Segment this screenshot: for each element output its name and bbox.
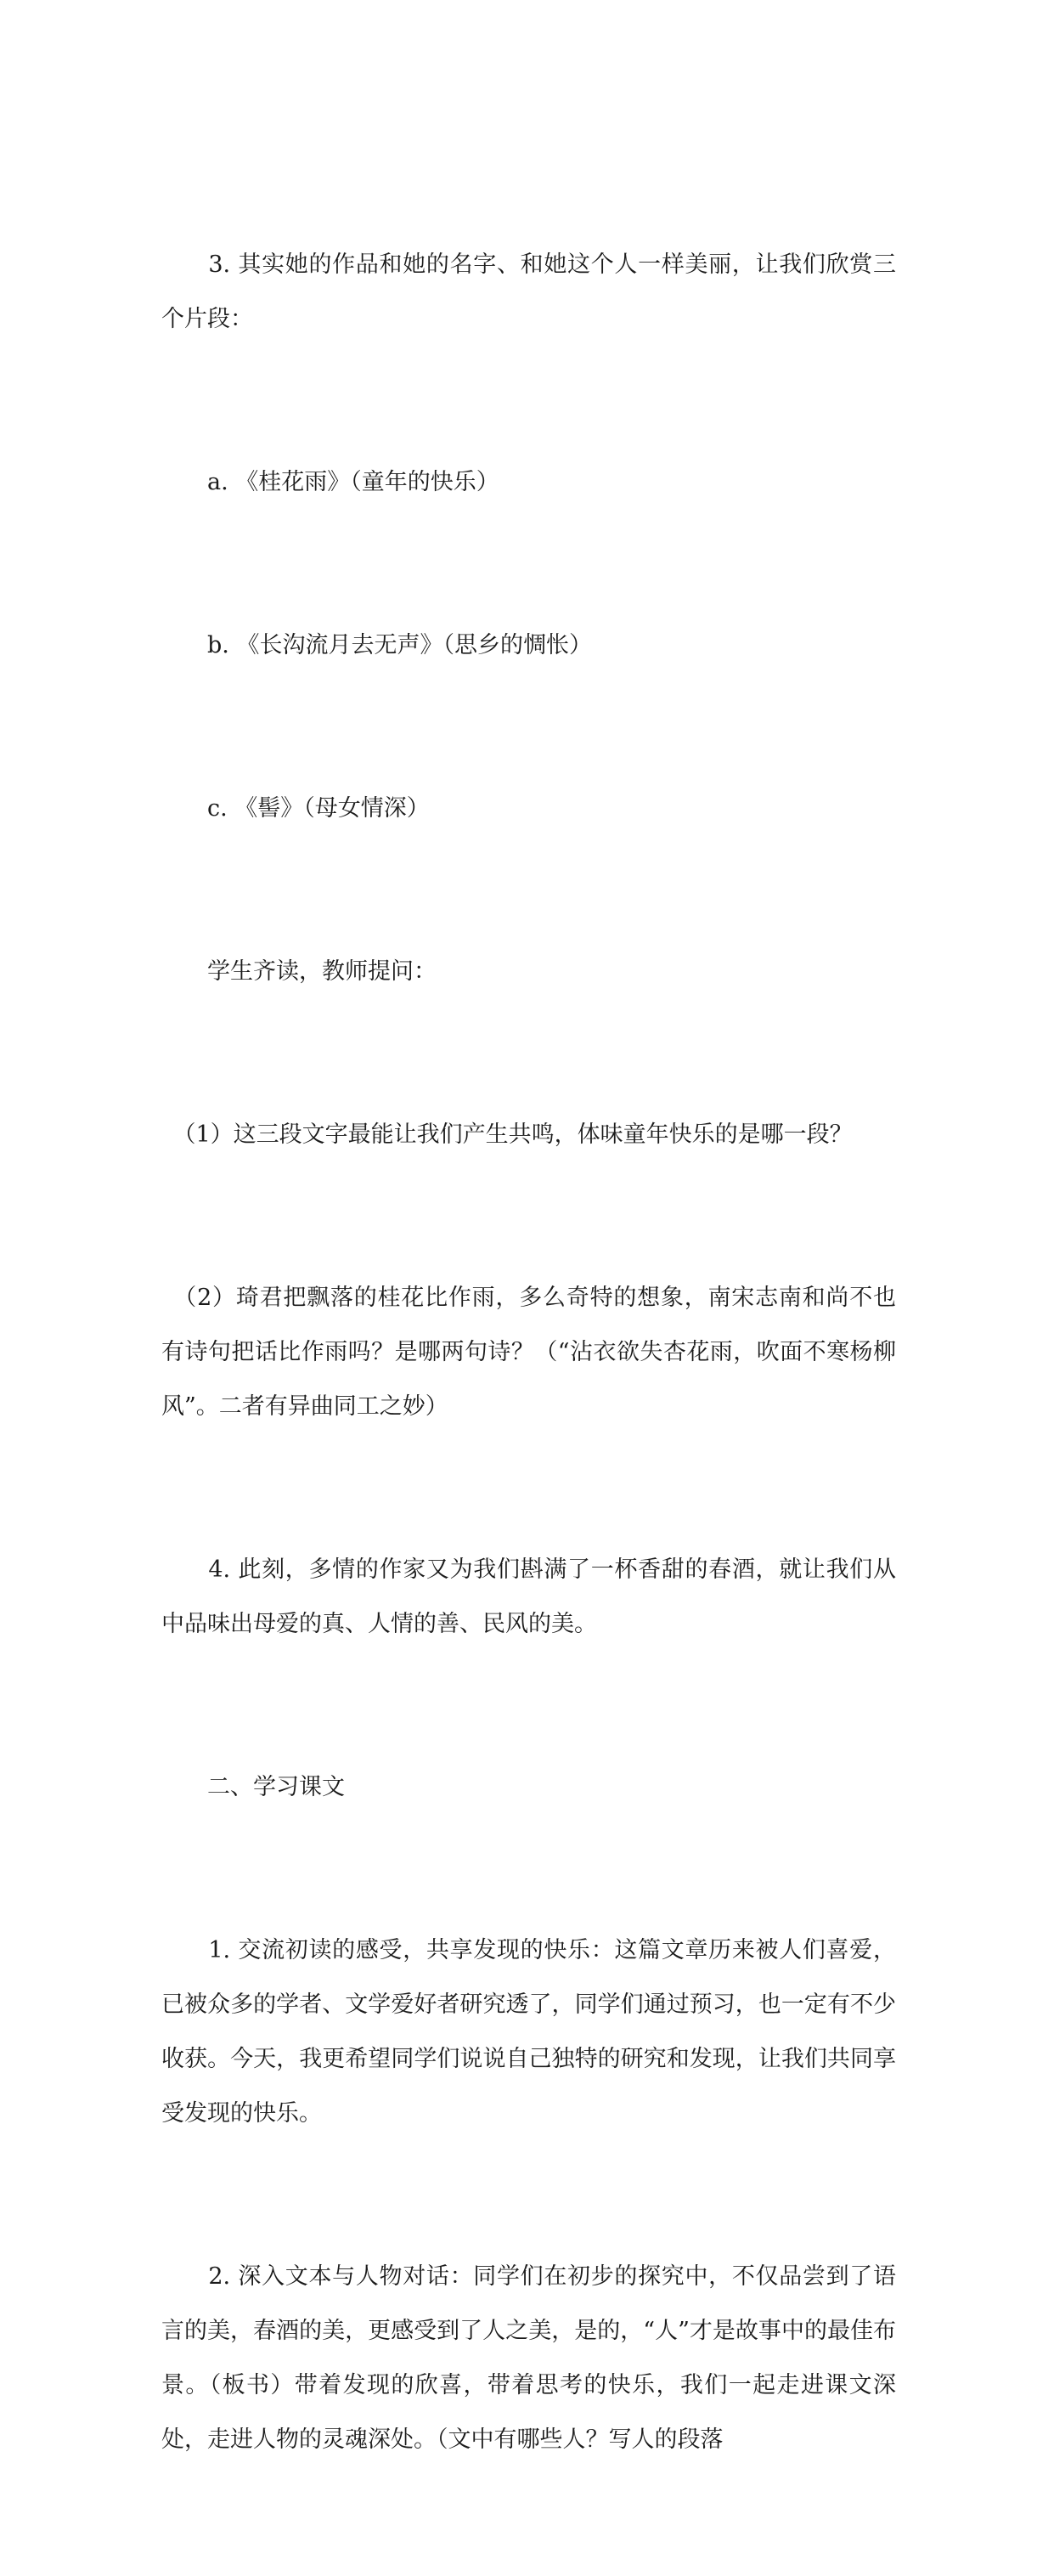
paragraph-3-intro: 3. 其实她的作品和她的名字、和她这个人一样美丽，让我们欣赏三个片段： xyxy=(161,251,896,332)
paragraph-item-a: a. 《桂花雨》（童年的快乐） xyxy=(161,469,499,495)
paragraph-study-2: 2. 深入文本与人物对话：同学们在初步的探究中，不仅品尝到了语言的美，春酒的美，更感受到了人之美，是的，“人”才是故事中的最佳布景。（板书）带着发现的欣喜，带着思考的快乐，我们一起走进课文深处，走进人物的灵魂深处。（文中有哪些人？写人的段落 xyxy=(161,2263,896,2453)
section-heading-study-text: 二、学习课文 xyxy=(161,1774,345,1800)
paragraph-study-1: 1. 交流初读的感受，共享发现的快乐：这篇文章历来被人们喜爱，已被众多的学者、文学爱好者研究透了，同学们通过预习，也一定有不少收获。今天，我更希望同学们说说自己独特的研究和发现，让我们共同享受发现的快乐。 xyxy=(161,1937,896,2127)
paragraph-item-b: b. 《长沟流月去无声》（思乡的惆怅） xyxy=(161,632,592,658)
paragraph-students-read: 学生齐读，教师提问： xyxy=(161,958,437,985)
document-body xyxy=(161,129,896,2576)
paragraph-item-c: c. 《髻》（母女情深） xyxy=(161,795,430,822)
paragraph-question-1: （1）这三段文字最能让我们产生共鸣，体味童年快乐的是哪一段？ xyxy=(161,1121,853,1148)
paragraph-4: 4. 此刻，多情的作家又为我们斟满了一杯香甜的春酒，就让我们从中品味出母爱的真、人情的善、民风的美。 xyxy=(161,1556,896,1637)
paragraph-question-2: （2）琦君把飘落的桂花比作雨，多么奇特的想象，南宋志南和尚不也有诗句把话比作雨吗？是哪两句诗？（“沾衣欲失杏花雨，吹面不寒杨柳风”。二者有异曲同工之妙） xyxy=(161,1285,896,1420)
